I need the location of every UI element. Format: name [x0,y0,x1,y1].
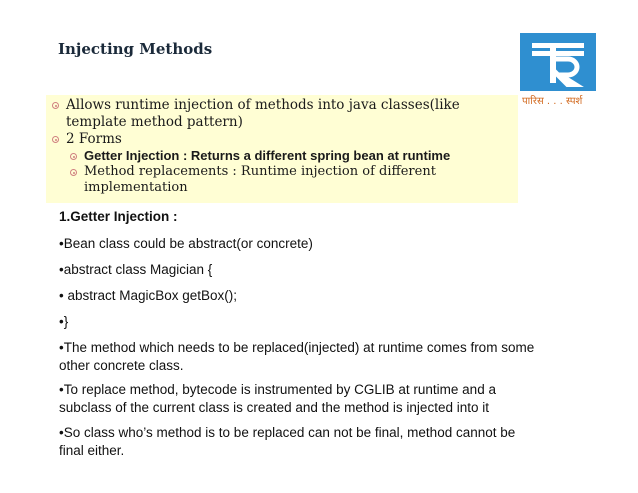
slide-title: Injecting Methods [58,40,213,58]
body-line: other concrete class. [59,358,184,373]
logo [520,33,596,91]
sub-bullet-marker-icon [70,169,77,176]
body-line: •The method which needs to be replaced(injected) at runtime comes from some [59,340,535,355]
body-line: •So class who’s method is to be replaced can not be final, method cannot be [59,425,516,440]
bullet-marker-icon [52,136,59,143]
bullet-text: template method pattern) [66,114,243,130]
body-line: • abstract MagicBox getBox(); [59,288,238,303]
body-line: •Bean class could be abstract(or concrete) [59,236,313,251]
body-line: subclass of the current class is created and the method is injected into it [59,400,489,415]
section-heading: 1.Getter Injection : [59,209,178,224]
body-line: •} [59,314,69,329]
bullet-text: 2 Forms [66,131,122,147]
body-line: final either. [59,443,125,458]
logo-tagline: पारिस . . . स्पर्श [522,96,583,107]
body-line: •To replace method, bytecode is instrumented by CGLIB at runtime and a [59,382,496,397]
rupee-logo-icon [528,37,588,87]
bullet-marker-icon [52,102,59,109]
sub-bullet-text: Getter Injection : Returns a different spring bean at runtime [84,148,451,163]
body-line: •abstract class Magician { [59,262,213,277]
bullet-text: Allows runtime injection of methods into java classes(like [66,97,460,113]
sub-bullet-marker-icon [70,153,77,160]
sub-bullet-text: Method replacements : Runtime injection of different [84,164,436,179]
sub-bullet-text: implementation [84,180,188,195]
